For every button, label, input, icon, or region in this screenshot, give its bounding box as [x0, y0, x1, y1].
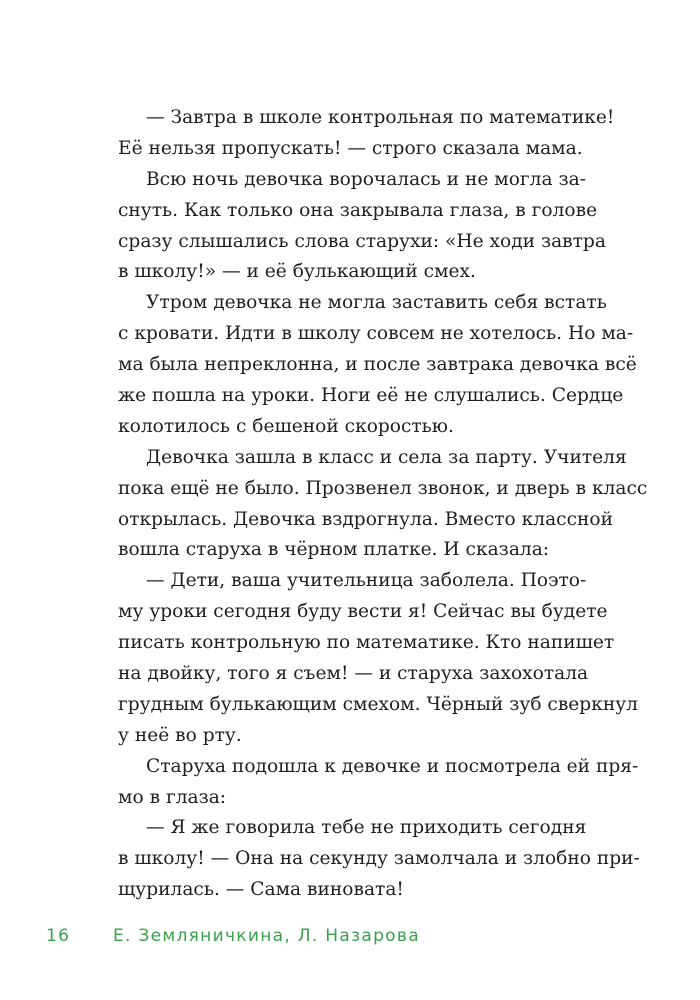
text-line: му уроки сегодня буду вести я! Сейчас вы будете — [118, 601, 608, 623]
book-authors: Е. Земляничкина, Л. Назарова — [112, 926, 420, 946]
text-line: щурилась. — Сама виновата! — [118, 879, 404, 901]
text-line: пока ещё не было. Прозвенел звонок, и дверь в класс — [118, 477, 648, 499]
text-line: — Завтра в школе контрольная по математике! — [146, 107, 615, 128]
text-line: колотилось с бешеной скоростью. — [118, 415, 454, 437]
text-line: Старуха подошла к девочке и посмотрела ей пря- — [146, 755, 639, 777]
text-line: — Дети, ваша учительница заболела. Поэто- — [146, 570, 587, 592]
text-line: Утром девочка не могла заставить себя встать — [146, 292, 607, 314]
text-line: с кровати. Идти в школу совсем не хотелось. Но ма- — [118, 323, 634, 345]
text-line: в школу!» — и её булькающий смех. — [118, 261, 476, 283]
text-line: Её нельзя пропускать! — строго сказала мама. — [118, 137, 583, 159]
page-number: 16 — [46, 926, 71, 946]
text-line: — Я же говорила тебе не приходить сегодня — [146, 817, 587, 839]
text-line: грудным булькающим смехом. Чёрный зуб сверкнул — [118, 693, 638, 715]
text-line: сразу слышались слова старухи: «Не ходи завтра — [118, 230, 606, 252]
text-line: мо в глаза: — [118, 786, 227, 808]
text-line: на двойку, того я съем! — и старуха захохотала — [118, 663, 589, 685]
text-line: писать контрольную по математике. Кто напишет — [118, 632, 615, 654]
text-line: открылась. Девочка вздрогнула. Вместо классной — [118, 508, 613, 530]
text-line: же пошла на уроки. Ноги её не слушались. Сердце — [118, 385, 624, 407]
text-line: ма была непреклонна, и после завтрака девочка всё — [118, 354, 637, 376]
page-footer — [46, 926, 420, 946]
page-body-text — [118, 103, 648, 906]
text-line: снуть. Как только она закрывала глаза, в голове — [118, 199, 598, 221]
text-line: в школу! — Она на секунду замолчала и злобно при- — [118, 848, 640, 870]
text-line: вошла старуха в чёрном платке. И сказала: — [118, 539, 550, 561]
text-line: Девочка зашла в класс и села за парту. Учителя — [146, 446, 627, 468]
text-line: у неё во рту. — [118, 724, 242, 746]
text-line: Всю ночь девочка ворочалась и не могла за- — [146, 168, 586, 190]
